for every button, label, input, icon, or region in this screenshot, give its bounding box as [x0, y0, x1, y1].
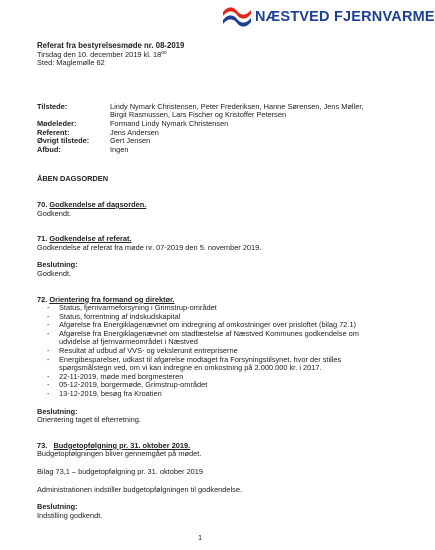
item-recommendation: Administrationen indstiller budgetopfølgningen til godkendelse. [37, 484, 243, 494]
company-logo [222, 7, 435, 27]
decision-text: Orientering taget til efterretning. [37, 415, 141, 425]
list-item: - Energibesparelser, udkast til afgørelse modtaget fra Forsyningstilsynet, hvor der stilles spørgsmålstegn ved, om vi kan indregne en omkostning på 2.000.000 kr. i 2017. [47, 356, 382, 373]
item-heading: 73. Budgetopfølgning pr. 31. oktober 2019. [37, 440, 191, 450]
attachment-reference: Bilag 73,1 – budgetopfølgning pr. 31. oktober 2019 [37, 467, 204, 476]
logo-text: NÆSTVED FJERNVARME [255, 9, 435, 25]
list-item: - 13-12-2019, besøg fra Kroatien [47, 390, 382, 399]
time-superscript: 00 [161, 50, 167, 56]
page-number: 1 [197, 533, 203, 542]
agenda-item-70 [37, 201, 382, 218]
agenda-item-71 [37, 235, 382, 278]
info-label-others: Øvrigt tilstede: [37, 136, 90, 146]
item-heading: 72. Orientering fra formand og direktør. [37, 294, 175, 304]
meeting-place: Sted: Maglemølle 62 [37, 58, 105, 68]
list-item: - Status, fjernvarmeforsyning i Grimstrup-området [47, 304, 382, 313]
info-value-absent: Ingen [110, 144, 129, 154]
list-item: - Afgørelse fra Energiklagenævnet om indregning af omkostninger over prisloftet (bilag 72.1) [47, 321, 382, 330]
item-text: Godkendt. [37, 208, 72, 218]
decision-label: Beslutning: [37, 406, 78, 416]
info-value-chair: Formand Lindy Nymark Christensen [110, 118, 229, 128]
list-item: - Resultat af udbud af VVS- og vekslerunit entrepriserne [47, 347, 382, 356]
item-heading: 71. Godkendelse af referat. [37, 234, 132, 244]
item-text: Budgetopfølgningen bliver gennemgået på mødet. [37, 449, 202, 459]
agenda-title: ÅBEN DAGSORDEN [37, 174, 109, 184]
decision-text: Godkendt. [37, 268, 72, 278]
info-label-present: Tilstede: [37, 101, 68, 111]
document-title: Referat fra bestyrelsesmøde nr. 08-2019 [37, 41, 185, 50]
info-value-present: Lindy Nymark Christensen, Peter Frederiksen, Hanne Sørensen, Jens Møller, Birgit Rasmussen, Lars Fischer og Kristoffer Petersen [110, 101, 364, 120]
list-item: - Afgørelse fra Energiklagenævnet om stadfæstelse af Næstved Kommunes godkendelse om udvidelse af fjernvarmeområdet i Næstved [47, 330, 382, 347]
agenda-item-72 [37, 296, 382, 425]
decision-label: Beslutning: [37, 502, 78, 512]
item-text: Godkendelse af referat fra møde nr. 07-2019 den 5. november 2019. [37, 242, 262, 252]
info-label-chair: Mødeleder: [37, 118, 77, 128]
logo-wave-icon [222, 7, 252, 27]
list-item: - Status, forrentning af indskudskapital [47, 313, 382, 322]
meeting-date: Tirsdag den 10. december 2019 kl. $18^{00}$ [37, 49, 167, 59]
info-value-minutes: Jens Andersen [110, 127, 159, 137]
document-body [37, 42, 382, 520]
list-item: - 05-12-2019, borgermøde, Grimstrup-området [47, 381, 382, 390]
decision-text: Indstilling godkendt. [37, 510, 103, 520]
info-label-minutes: Referent: [37, 127, 70, 137]
decision-label: Beslutning: [37, 260, 78, 270]
info-label-absent: Afbud: [37, 144, 61, 154]
agenda-item-73 [37, 442, 382, 521]
info-value-others: Gert Jensen [110, 136, 151, 146]
list-item: - 22-11-2019, møde med borgmesteren [47, 373, 382, 382]
orientation-list [37, 304, 382, 399]
item-heading: 70. Godkendelse af dagsorden. [37, 199, 147, 209]
attendance-info [37, 103, 382, 155]
